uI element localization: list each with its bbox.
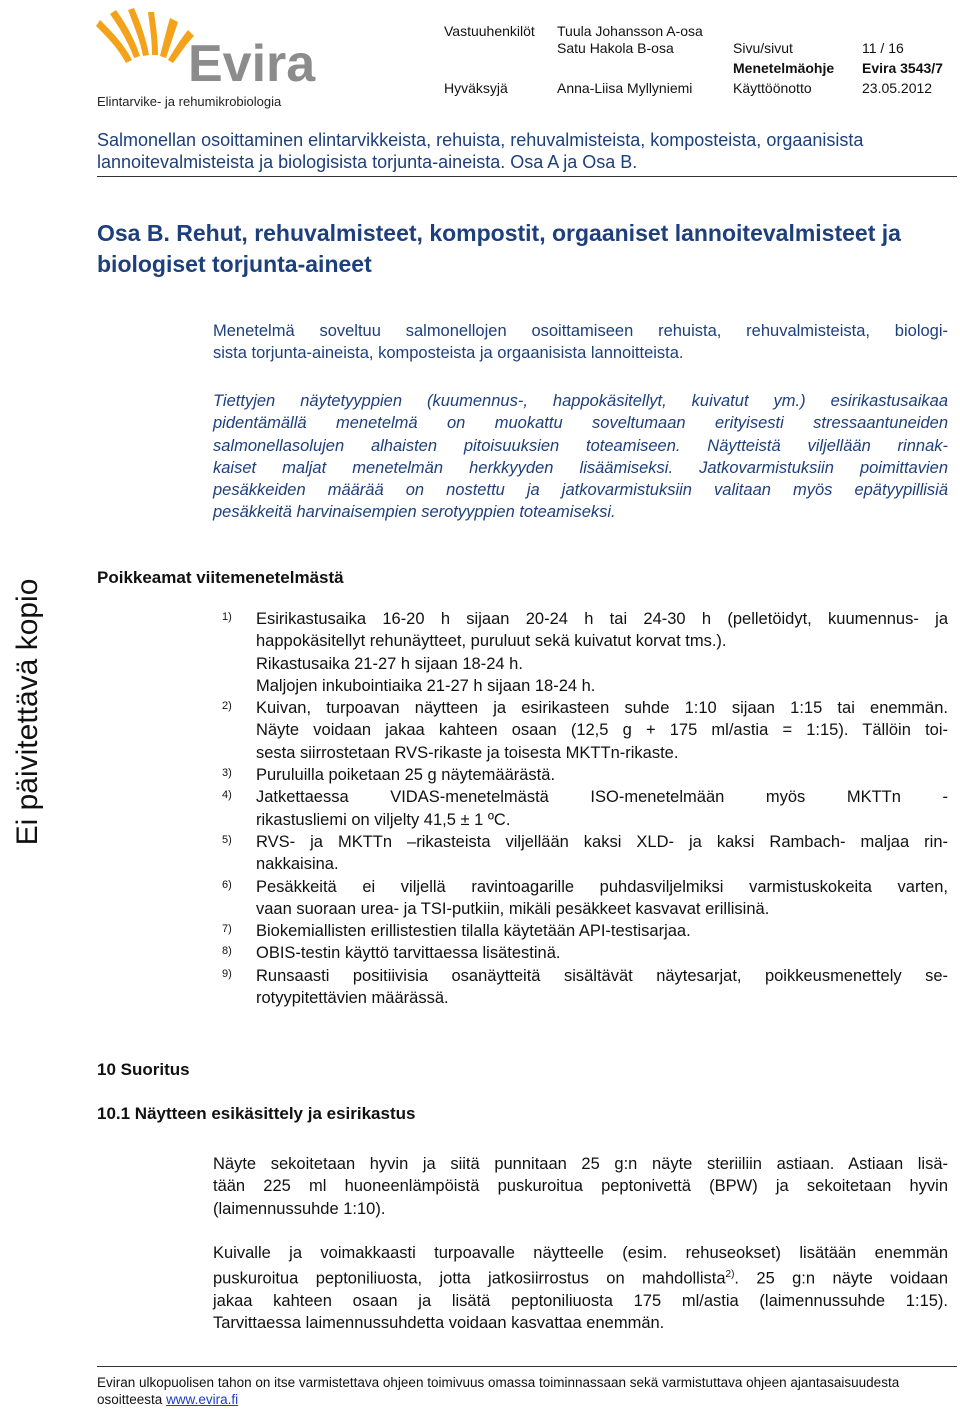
method-label: Menetelmäohje	[733, 60, 835, 76]
list-item-line: Puruluilla poiketaan 25 g näytemäärästä.	[256, 766, 556, 785]
footnote-number: 3)	[222, 767, 232, 780]
evira-link[interactable]: www.evira.fi	[166, 1392, 239, 1407]
footer-line-1: Eviran ulkopuolisen tahon on itse varmistettava ohjeen toimivuus omassa toiminnassaan sekä varmistuttava ohjeen ajantasaisuudesta	[97, 1375, 900, 1390]
list-item-line: RVS- ja MKTTn –rikasteista viljellään kaksi XLD- ja kaksi Rambach- maljaa rin-	[256, 832, 948, 851]
list-item-line: Näyte voidaan jakaa kahteen osaan (12,5 g + 175 ml/astia = 1:15). Tällöin toi-	[256, 721, 948, 740]
list-item	[213, 786, 948, 831]
section-heading: Osa B. Rehut, rehuvalmisteet, kompostit, orgaaniset lannoitevalmisteet ja biologiset torjunta-aineet	[97, 220, 901, 277]
list-item	[213, 876, 948, 921]
list-item-line: Jatkettaessa VIDAS-menetelmästä ISO-menetelmään myös MKTTn -	[256, 788, 948, 807]
footer-divider	[97, 1366, 957, 1367]
list-item	[213, 965, 948, 1010]
italic-line-6: pesäkkeitä harvinaisempien serotyyppien toteamiseksi.	[213, 503, 616, 522]
paragraph-line: Tarvittaessa laimennussuhdetta voidaan kasvattaa enemmän.	[213, 1314, 665, 1333]
list-item-line: nakkaisina.	[256, 855, 339, 874]
paragraph-text: Näyte sekoitetaan hyvin ja siitä punnitaan 25 g:n näyte steriiliin astiaan. Astiaan li	[213, 1155, 926, 1173]
intro-line-2: sista torjunta-aineista, komposteista ja orgaanisista lannoitteista.	[213, 344, 684, 363]
intro-paragraph	[213, 320, 948, 365]
list-item-line: OBIS-testin käyttö tarvittaessa lisätestinä.	[256, 944, 561, 963]
footnote-ref: 2)	[725, 1269, 735, 1281]
method-code: Evira 3543/7	[862, 60, 943, 76]
watermark-text: Ei päivitettävä kopio	[11, 578, 44, 846]
list-item	[213, 942, 948, 964]
paragraph-line: Kuivalle ja voimakkaasti turpoavalle näytteelle (esim. rehuseokset) lisätään enemmän	[213, 1244, 948, 1262]
italic-line-2: pidentämällä menetelmä on muokattu soveltumaan erityisesti stressaantuneiden	[213, 414, 948, 433]
footnote-number: 5)	[222, 833, 232, 846]
footer	[97, 1374, 957, 1408]
list-item-line: Kuivan, turpoavan näytteen ja esirikasteen suhde 1:10 sijaan 1:15 tai enemmän.	[256, 699, 948, 718]
footnote-number: 6)	[222, 878, 232, 891]
footnote-number: 8)	[222, 945, 232, 958]
list-item-line: Maljojen inkubointiaika 21-27 h sijaan 18-24 h.	[256, 676, 596, 695]
footnote-number: 4)	[222, 789, 232, 802]
list-item-line: Biokemiallisten erillistestien tilalla käytetään API-testisarjaa.	[256, 922, 691, 941]
paragraph-text: puskuroitua peptoniliuosta, jotta jatkosiirrostus on mahdollista	[213, 1269, 726, 1288]
deviations-heading: Poikkeamat viitemenetelmästä	[97, 568, 344, 587]
footnote-number: 7)	[222, 923, 232, 936]
list-item-line: Pesäkkeitä ei viljellä ravintoagarille puhdasviljelmiksi varmistuskokeita varten,	[256, 877, 948, 896]
intro-date-label: Käyttöönotto	[733, 80, 812, 96]
paragraph-line: (laimennussuhde 1:10).	[213, 1199, 386, 1218]
list-item-line: vaan suoraan urea- ja TSI-putkiin, mikäli pesäkkeet kasvavat erillisinä.	[256, 899, 770, 918]
footnote-number: 2)	[222, 700, 232, 713]
approver-name: Anna-Liisa Myllyniemi	[557, 80, 693, 96]
paragraph-line: jakaa kahteen osaan ja lisätä peptoniliuosta 175 ml/astia (laimennussuhde 1:15).	[213, 1292, 948, 1311]
list-item	[213, 920, 948, 942]
italic-paragraph	[213, 388, 948, 524]
pretreatment-paragraph	[213, 1153, 948, 1220]
responsible-label: Vastuuhenkilöt	[444, 23, 535, 39]
page-label: Sivu/sivut	[733, 40, 793, 56]
list-item	[213, 697, 948, 764]
responsible-b: Satu Hakola B-osa	[557, 40, 674, 56]
deviations-list	[213, 608, 948, 1009]
intro-date: 23.05.2012	[862, 80, 933, 96]
list-item-line: Rikastusaika 21-27 h sijaan 18-24 h.	[256, 654, 523, 673]
list-item	[213, 764, 948, 786]
list-item-line: rikastusliemi on viljelty 41,5 ± 1 ºC.	[256, 810, 511, 829]
swelling-sample-paragraph	[213, 1242, 948, 1335]
footer-line-2	[97, 1391, 957, 1408]
list-item-line: happokäsitellyt rehunäytteet, puruluut sekä kuivatut korvat tms.).	[256, 632, 727, 651]
paragraph-line	[213, 1264, 948, 1290]
footnote-number: 1)	[222, 611, 232, 623]
paragraph-text: . 25 g:n näyte voidaan	[734, 1269, 949, 1288]
section-10-1-heading: 10.1 Näytteen esikäsittely ja esirikastus	[97, 1104, 416, 1123]
paragraph-text: sä-	[925, 1155, 948, 1173]
paragraph-line: tään 225 ml huoneenlämpöistä puskuroitua peptonivettä (BPW) ja sekoitetaan hyvin	[213, 1177, 948, 1196]
italic-line-5: pesäkkeiden määrää on nostettu ja jatkovarmistuksiin valitaan myös epätyypillisiä	[213, 481, 948, 500]
header-divider	[97, 176, 957, 177]
footnote-number: 9)	[222, 967, 232, 980]
list-item	[213, 608, 948, 697]
responsible-a: Tuula Johansson A-osa	[557, 23, 703, 39]
department-label: Elintarvike- ja rehumikrobiologia	[97, 94, 282, 109]
document-title: Salmonellan osoittaminen elintarvikkeista, rehuista, rehuvalmisteista, komposteista, orgaanisista lannoitevalmisteista ja biologisista torjunta-aineista. Osa A ja Osa B.	[97, 130, 864, 172]
list-item-line: sesta siirrostetaan RVS-rikaste ja toisesta MKTTn-rikaste.	[256, 743, 679, 762]
list-item-line: Esirikastusaika 16-20 h sijaan 20-24 h tai 24-30 h (pelletöidyt, kuumennus- ja	[256, 610, 948, 628]
approver-label: Hyväksyjä	[444, 80, 508, 96]
italic-line-3: salmonellasolujen alhaisten pitoisuuksien toteamiseen. Näytteistä viljellään rinnak-	[213, 436, 948, 455]
list-item-line: rotyypitettävien määrässä.	[256, 989, 449, 1008]
paragraph-line	[213, 1153, 948, 1175]
evira-logo	[88, 8, 323, 88]
watermark	[0, 566, 56, 858]
section-10-heading: 10 Suoritus	[97, 1060, 190, 1079]
list-item	[213, 831, 948, 876]
list-item-line: Runsaasti positiivisia osanäytteitä sisältävät näytesarjat, poikkeusmenettely se-	[256, 966, 948, 985]
footer-text: osoitteesta	[97, 1392, 163, 1407]
intro-line-1: Menetelmä soveltuu salmonellojen osoittamiseen rehuista, rehuvalmisteista, biologi-	[213, 322, 948, 340]
italic-line-4: kaiset maljat menetelmän herkkyyden lisäämiseksi. Jatkovarmistuksiin poimittavien	[213, 458, 948, 477]
svg-text:Evira: Evira	[188, 35, 316, 88]
page-number: 11 / 16	[862, 40, 904, 56]
italic-line-1: Tiettyjen näytetyyppien (kuumennus-, happokäsitellyt, kuivatut ym.) esirikastusaikaa	[213, 392, 948, 410]
